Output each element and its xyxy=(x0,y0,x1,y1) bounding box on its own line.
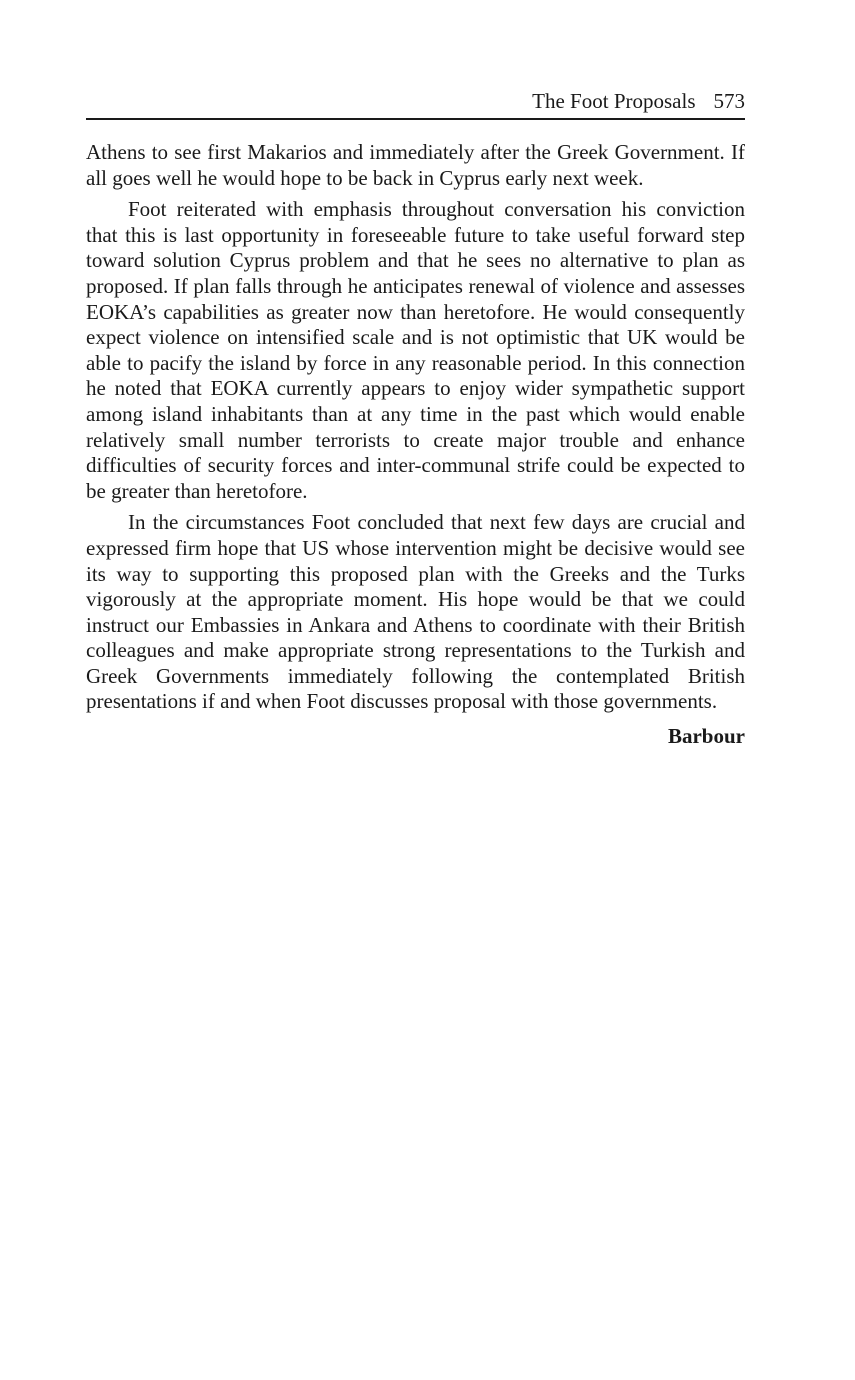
paragraph: In the circumstances Foot concluded that next few days are crucial and expressed firm hope that US whose intervention might be decisive would see its way to supporting this proposed plan with the Greeks and the Turks vigorously at the appropriate moment. His hope would be that we could instruct our Embassies in Ankara and Athens to coordinate with their British colleagues and make appropriate strong representations to the Turkish and Greek Governments immediately following the contemplated British presentations if and when Foot discusses proposal with those governments. xyxy=(86,510,745,714)
document-page xyxy=(86,88,745,749)
running-title: The Foot Proposals xyxy=(532,89,696,113)
paragraph: Foot reiterated with emphasis throughout conversation his conviction that this is last opportunity in foreseeable future to take useful forward step toward solution Cyprus problem and that he sees no alternative to plan as proposed. If plan falls through he anticipates renewal of violence and assesses EOKA’s capabilities as greater now than heretofore. He would consequently expect violence on intensified scale and is not optimistic that UK would be able to pacify the island by force in any reasonable period. In this connection he noted that EOKA currently appears to enjoy wider sympathetic support among island inhabitants than at any time in the past which would enable relatively small number terrorists to create major trouble and enhance difficulties of security forces and inter-communal strife could be expected to be greater than heretofore. xyxy=(86,197,745,503)
running-head xyxy=(86,88,745,120)
paragraph-continued: Athens to see first Makarios and immediately after the Greek Government. If all goes well he would hope to be back in Cyprus early next week. xyxy=(86,140,745,190)
body-text xyxy=(86,140,745,715)
page-number: 573 xyxy=(713,89,745,113)
signature: Barbour xyxy=(667,724,745,749)
